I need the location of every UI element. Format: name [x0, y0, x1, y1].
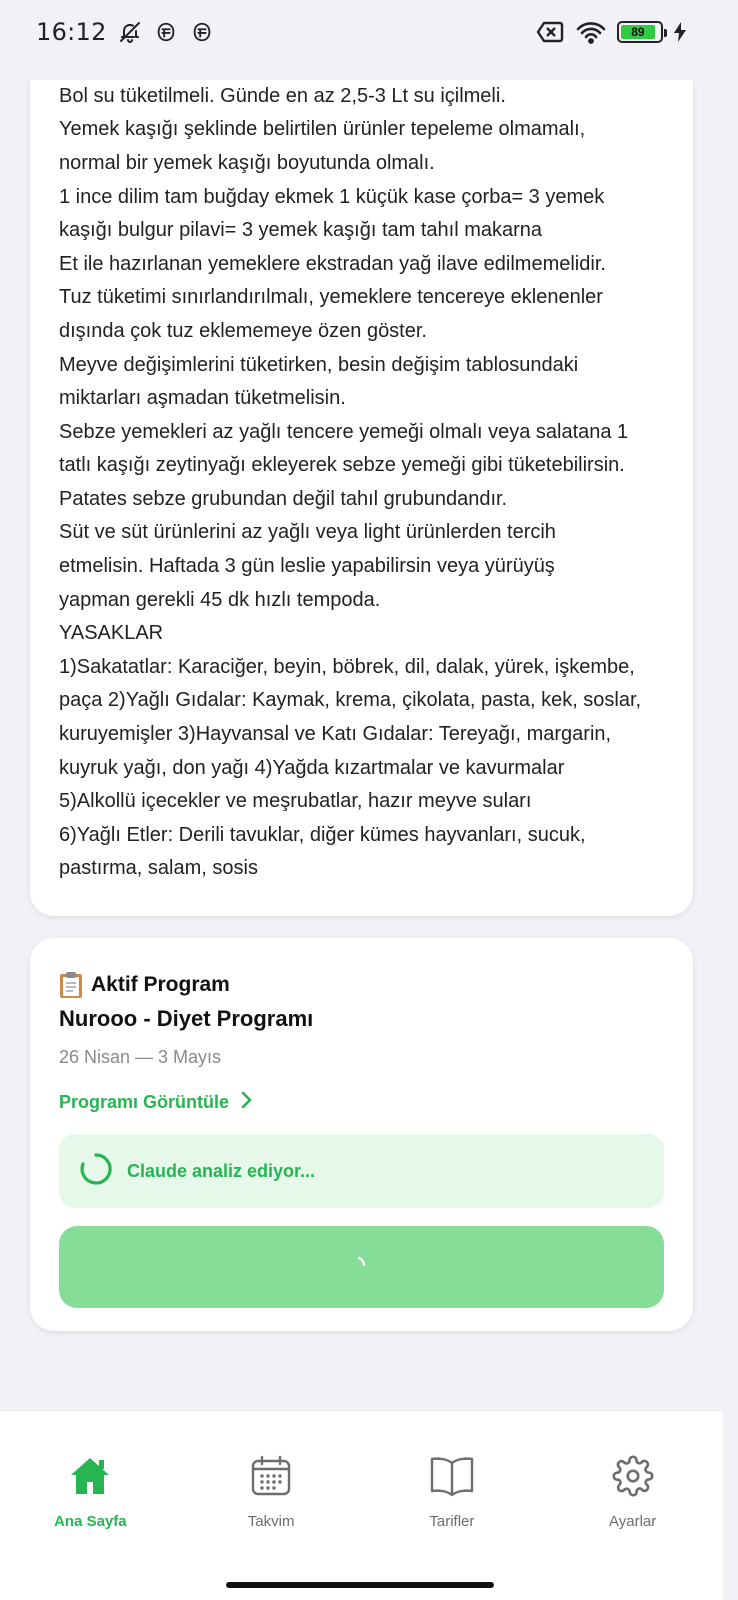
analysis-status-box [59, 1134, 664, 1208]
calendar-icon [250, 1455, 292, 1501]
program-heading-label: Aktif Program [91, 973, 230, 996]
loading-spinner-icon [79, 1152, 113, 1190]
app-notification-icon [153, 19, 179, 45]
analyze-button[interactable] [59, 1226, 664, 1308]
analysis-status-text: Claude analiz ediyor... [127, 1160, 316, 1181]
nav-recipes-label: Tarifler [429, 1513, 475, 1530]
wifi-icon [575, 19, 607, 45]
program-dates: 26 Nisan — 3 Mayıs [59, 1047, 222, 1067]
book-icon [429, 1455, 475, 1501]
gear-icon [612, 1455, 654, 1501]
scroll-viewport[interactable] [0, 84, 723, 918]
program-heading [59, 968, 664, 1002]
chevron-right-icon [239, 1090, 253, 1115]
active-program-card [30, 938, 693, 1331]
bottom-navigation [0, 1410, 723, 1600]
charging-icon [673, 19, 687, 45]
home-indicator[interactable] [226, 1582, 494, 1588]
bell-off-icon [117, 19, 143, 45]
sim-off-icon [535, 19, 565, 45]
home-icon [68, 1455, 112, 1501]
button-spinner-icon [352, 1255, 372, 1279]
program-name: Nurooo - Diyet Programı [59, 1006, 314, 1031]
clock: 16:12 [36, 18, 107, 46]
status-bar [0, 0, 723, 64]
nav-home-label: Ana Sayfa [54, 1513, 127, 1530]
rules-clipped-line: Bol su tüketilmeli. Günde en az 2,5-3 Lt su içilmeli. [59, 84, 506, 107]
clipboard-icon [59, 971, 83, 999]
rules-text: Yemek kaşığı şeklinde belirtilen ürünler tepeleme olmamalı, normal bir yemek kaşığı boyutunda olmalı. 1 ince dilim tam buğday ekmek 1 küçük kase çorba= 3 yemek kaşığı bulgur pilavi= 3 yemek kaşığı tam tahıl makarna Et ile hazırlanan yemeklere ekstradan yağ ilave edilmemelidir. Tuz tüketimi sınırlandırılmalı, yemeklere tencereye eklenenler dışında çok tuz eklememeye özen göster. Meyve değişimlerini tüketirken, besin değişim tablosundaki miktarları aşmadan tüketmelisin. Sebze yemekleri az yağlı tencere yemeği olmalı veya salatana 1 tatlı kaşığı zeytinyağı ekleyerek sebze yemeği gibi tüketebilirsin. Patates sebze grubundan değil tahıl grubundandır. Süt ve süt ürünlerini az yağlı veya light ürünlerden tercih etmelisin. Haftada 3 gün leslie yapabilirsin veya yürüyüş yapman gerekli 45 dk hızlı tempoda. YASAKLAR 1)Sakatatlar: Karaciğer, beyin, böbrek, dil, dalak, yürek, işkembe, paça 2)Yağlı Gıdalar: Kaymak, krema, çikolata, pasta, kek, soslar, kuruyemişler 3)Hayvansal ve Katı Gıdalar: Tereyağı, margarin, kuyruk yağı, don yağı 4)Yağda kızartmalar ve kavurmalar 5)Alkollü içecekler ve meşrubatlar, hazır meyve suları 6)Yağlı Etler: Derili tavuklar, diğer kümes hayvanları, sucuk, pastırma, salam, sosis [59, 118, 642, 880]
nav-home[interactable] [0, 1455, 181, 1530]
nav-settings[interactable] [542, 1455, 723, 1530]
battery-level: 89 [621, 25, 655, 39]
status-left [36, 18, 215, 46]
nav-recipes[interactable] [362, 1455, 543, 1530]
nav-calendar-label: Takvim [247, 1513, 295, 1530]
diet-rules-card [30, 80, 693, 916]
status-right [535, 19, 687, 45]
battery-icon [617, 21, 663, 43]
view-program-label: Programı Görüntüle [59, 1091, 230, 1112]
app-notification-icon [189, 19, 215, 45]
view-program-link[interactable] [59, 1086, 664, 1118]
nav-calendar[interactable] [181, 1455, 362, 1530]
nav-settings-label: Ayarlar [609, 1513, 657, 1530]
